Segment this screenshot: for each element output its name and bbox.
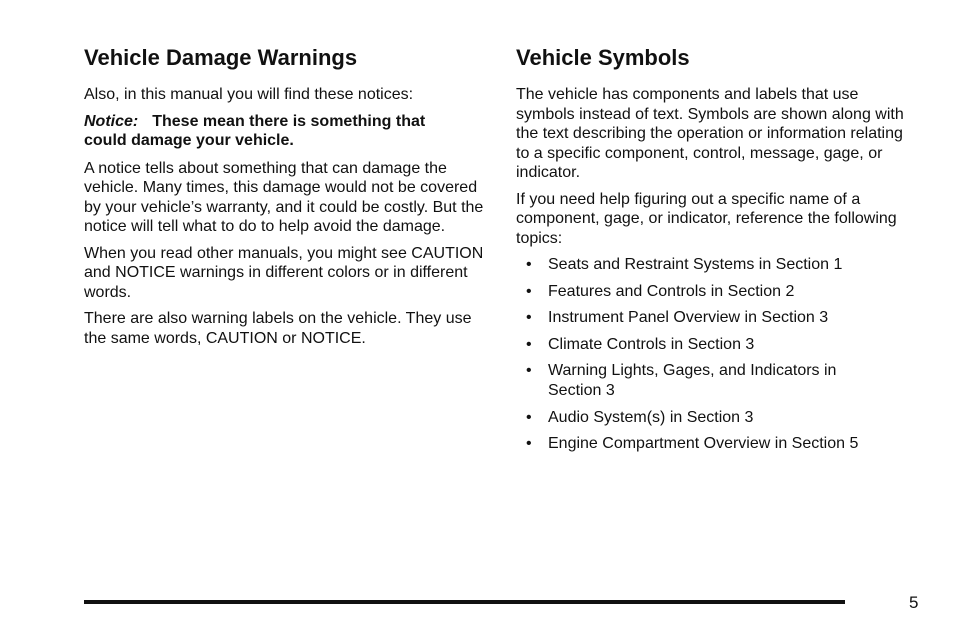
- bullet-icon: •: [526, 256, 532, 273]
- list-item-text: Instrument Panel Overview in Section 3: [548, 309, 829, 326]
- bullet-icon: •: [526, 335, 532, 353]
- list-item: [516, 282, 916, 302]
- body-paragraph: A notice tells about something that can damage the vehicle. Many times, this damage would not be covered by your vehicle’s warranty, and it could be costly. But the notice will tell what to do to help avoid the damage.: [84, 159, 484, 235]
- notice-text: These mean there is something that could damage your vehicle.: [84, 112, 426, 149]
- list-item: [516, 434, 916, 454]
- body-paragraph: The vehicle has components and labels that use symbols instead of text. Symbols are shown along with the text describing the operation or information relating to a specific component, control, message, gage, or indicator.: [516, 86, 904, 181]
- page-number: 5: [909, 593, 919, 612]
- section-heading-vehicle-symbols: Vehicle Symbols: [516, 45, 690, 70]
- list-item-text: Warning Lights, Gages, and Indicators in Section 3: [548, 362, 837, 399]
- body-paragraph: There are also warning labels on the vehicle. They use the same words, CAUTION or NOTICE.: [84, 310, 472, 347]
- list-item: [516, 408, 916, 428]
- section-heading-damage-warnings: Vehicle Damage Warnings: [84, 45, 358, 70]
- list-item-text: Features and Controls in Section 2: [548, 282, 795, 300]
- list-item: [516, 335, 916, 355]
- bullet-icon: •: [526, 435, 532, 452]
- list-item-text: Climate Controls in Section 3: [548, 335, 755, 353]
- list-item: [516, 255, 916, 275]
- bullet-icon: •: [526, 362, 532, 379]
- footer-rule: [84, 600, 845, 604]
- bullet-icon: •: [526, 408, 532, 426]
- left-column: [84, 44, 494, 355]
- right-column: [516, 44, 916, 461]
- list-item-text: Seats and Restraint Systems in Section 1: [548, 256, 843, 273]
- list-item-text: Audio System(s) in Section 3: [548, 408, 754, 426]
- list-item-text: Engine Compartment Overview in Section 5: [548, 435, 859, 452]
- notice-label: Notice:: [84, 112, 139, 130]
- body-paragraph: When you read other manuals, you might see CAUTION and NOTICE warnings in different colors or in different words.: [84, 244, 484, 301]
- body-paragraph: If you need help figuring out a specific name of a component, gage, or indicator, reference the following topics:: [516, 190, 897, 247]
- bullet-icon: •: [526, 282, 532, 300]
- notice-block: [84, 112, 444, 151]
- list-item: [516, 308, 916, 328]
- intro-paragraph: Also, in this manual you will find these notices:: [84, 86, 414, 103]
- bullet-icon: •: [526, 309, 532, 326]
- topic-list: [516, 255, 916, 454]
- list-item: [516, 361, 878, 401]
